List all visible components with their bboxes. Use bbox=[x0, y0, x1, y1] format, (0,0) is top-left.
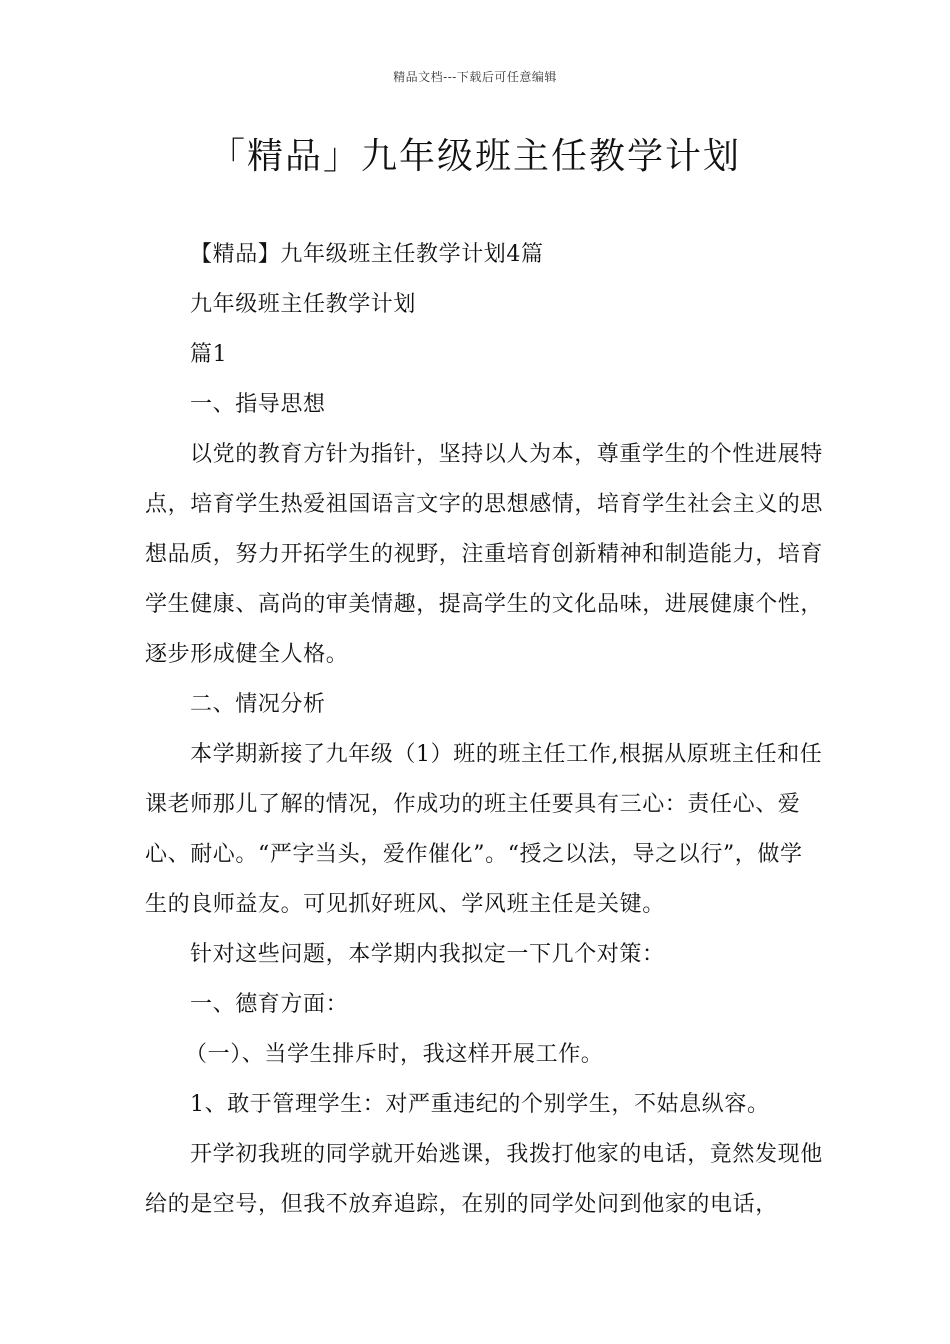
document-title: 「精品」九年级班主任教学计划 bbox=[208, 136, 741, 177]
section-heading-guiding-ideology: 一、指导思想 bbox=[190, 392, 326, 417]
paragraph-subtitle: 【精品】九年级班主任教学计划4篇 bbox=[190, 242, 544, 267]
section-heading-moral-education: 一、德育方面： bbox=[190, 992, 349, 1017]
document-body bbox=[145, 230, 825, 1230]
paragraph-guiding-ideology: 以党的教育方针为指针，坚持以人为本，尊重学生的个性进展特点，培育学生热爱祖国语言文字的思想感情，培育学生社会主义的思想品质，努力开拓学生的视野，注重培育创新精神和制造能力，培育学生健康、高尚的审美情趣，提高学生的文化品味，进展健康个性，逐步形成健全人格。 bbox=[145, 442, 824, 667]
list-item: 1、敢于管理学生：对严重违纪的个别学生，不姑息纵容。 bbox=[190, 1092, 770, 1117]
paragraph-situation-analysis: 本学期新接了九年级（1）班的班主任工作,根据从原班主任和任课老师那儿了解的情况，作成功的班主任要具有三心：责任心、爱心、耐心。“严字当头，爱作催化”。“授之以法，导之以行”，做学生的良师益友。可见抓好班风、学风班主任是关键。 bbox=[145, 742, 823, 917]
subsection-heading: （一）、当学生排斥时，我这样开展工作。 bbox=[185, 1042, 604, 1067]
paragraph-example: 开学初我班的同学就开始逃课，我拨打他家的电话，竟然发现他给的是空号，但我不放弃追踪，在别的同学处问到他家的电话， bbox=[145, 1142, 823, 1217]
section-heading-situation-analysis: 二、情况分析 bbox=[190, 692, 326, 717]
paragraph-countermeasures-intro: 针对这些问题，本学期内我拟定一下几个对策： bbox=[190, 942, 665, 967]
paragraph-heading: 九年级班主任教学计划 bbox=[190, 292, 417, 317]
header-note: 精品文档---下载后可任意编辑 bbox=[393, 70, 557, 84]
paragraph-part-label: 篇1 bbox=[190, 342, 228, 367]
